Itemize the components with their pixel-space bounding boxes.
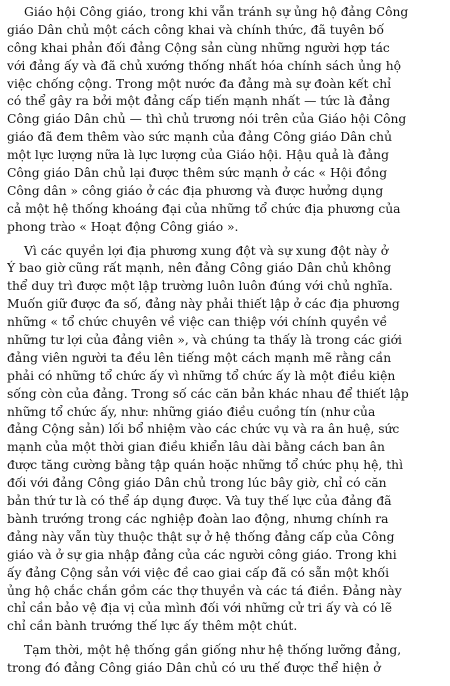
paragraph-line: đảng viên người ta đều lên tiếng một cách mạnh mẽ rằng cần: [7, 350, 392, 365]
paragraph-line: bành trướng trong các nghiệp đoàn lao động, nhưng chính ra: [7, 511, 389, 526]
paragraph-line: giáo đã đem thêm vào sức mạnh của đảng Công giáo Dân chủ: [7, 130, 392, 145]
paragraph-line: những tư lợi của đảng viên », và chúng ta thấy là trong các giới: [7, 333, 402, 348]
paragraph-line: công khai phản đối đảng Cộng sản cùng những người hợp tác: [7, 40, 390, 55]
paragraph-2: [7, 243, 443, 637]
paragraph-line: bản thứ tư là có thể áp dụng được. Và tuy thế lực của đảng đã: [7, 494, 392, 509]
paragraph-line: mạnh của một thời gian điều khiển lâu dài bằng cách ban ân: [7, 440, 385, 455]
paragraph-line: một lực lượng nữa là lực lượng của Giáo hội. Hậu quả là đảng: [7, 148, 389, 163]
paragraph-line: ủng hộ chắc chắn gồm các thợ thuyền và các tá điền. Đảng này: [7, 583, 402, 598]
paragraph-line: Muốn giữ được đa số, đảng này phải thiết lập ở các địa phương: [7, 297, 400, 312]
paragraph-3: [7, 642, 443, 678]
paragraph-line: đảng Cộng sản) lối bổ nhiệm vào các chức vụ và ra ân huệ, sức: [7, 422, 400, 437]
paragraph-line: trong đó đảng Công giáo Dân chủ có ưu thế được thể hiện ở: [7, 661, 381, 676]
paragraph-line: Tạm thời, một hệ thống gần giống như hệ thống lưỡng đảng,: [24, 643, 402, 658]
paragraph-line: giáo và ở sự gia nhập đảng của các người công giáo. Trong khi: [7, 547, 397, 562]
paragraph-line: thể duy trì được một lập trường luôn luôn đúng với chủ nghĩa.: [7, 279, 393, 294]
paragraph-line: sống còn của đảng. Trong số các căn bản khác nhau để thiết lập: [7, 386, 409, 401]
paragraph-line: Công giáo Dân chủ lại được thêm sức mạnh ở các « Hội đồng: [7, 166, 388, 181]
paragraph-line: giáo Dân chủ một cách công khai và chính thức, đã tuyên bố: [7, 22, 385, 37]
paragraph-1: [7, 4, 443, 237]
paragraph-line: Công dân » công giáo ở các địa phương và được hưởng dụng: [7, 183, 384, 198]
paragraph-line: những tổ chức ấy, như: những giáo điều cuồng tín (như của: [7, 404, 376, 419]
paragraph-line: phong trào « Hoạt động Công giáo ».: [7, 219, 239, 234]
paragraph-line: Ý bao giờ cũng rất mạnh, nên đảng Công giáo Dân chủ không: [7, 261, 392, 276]
paragraph-line: ấy đảng Cộng sản với việc đề cao giai cấp đã có sẵn một khối: [7, 565, 390, 580]
paragraph-line: chỉ cần bảo vệ địa vị của mình đối với những cử tri ấy và có lẽ: [7, 601, 393, 616]
paragraph-line: những « tổ chức chuyên về việc can thiệp với chính quyền về: [7, 315, 388, 330]
paragraph-line: đảng này vẫn tùy thuộc thật sự ở hệ thống đảng cấp của Công: [7, 529, 395, 544]
paragraph-line: được tăng cường bằng tập quán hoặc những tổ chức phụ hệ, thì: [7, 458, 404, 473]
paragraph-line: đối với đảng Công giáo Dân chủ trong lúc bây giờ, chỉ có căn: [7, 476, 387, 491]
paragraph-line: cả một hệ thống khoáng đại của những tổ chức địa phương của: [7, 201, 401, 216]
paragraph-line: với đảng ấy và đã chủ xướng thống nhất hóa chính sách ủng hộ: [7, 58, 402, 73]
paragraph-line: có thể gây ra bởi một đảng cấp tiến mạnh nhất — tức là đảng: [7, 94, 391, 109]
paragraph-line: việc chống cộng. Trong một nước đa đảng mà sự đoàn kết chỉ: [7, 76, 392, 91]
paragraph-line: chỉ cần bành trướng thế lực ấy thêm một chút.: [7, 619, 298, 634]
paragraph-line: Giáo hội Công giáo, trong khi vẫn tránh sự ủng hộ đảng Công: [24, 5, 409, 19]
paragraph-line: Vì các quyền lợi địa phương xung đột và sự xung đột này ở: [24, 243, 389, 258]
paragraph-line: Công giáo Dân chủ — thì chủ trương nói trên của Giáo hội Công: [7, 112, 407, 127]
paragraph-line: phải có những tổ chức ấy vì những tổ chức ấy là một điều kiện: [7, 368, 396, 383]
